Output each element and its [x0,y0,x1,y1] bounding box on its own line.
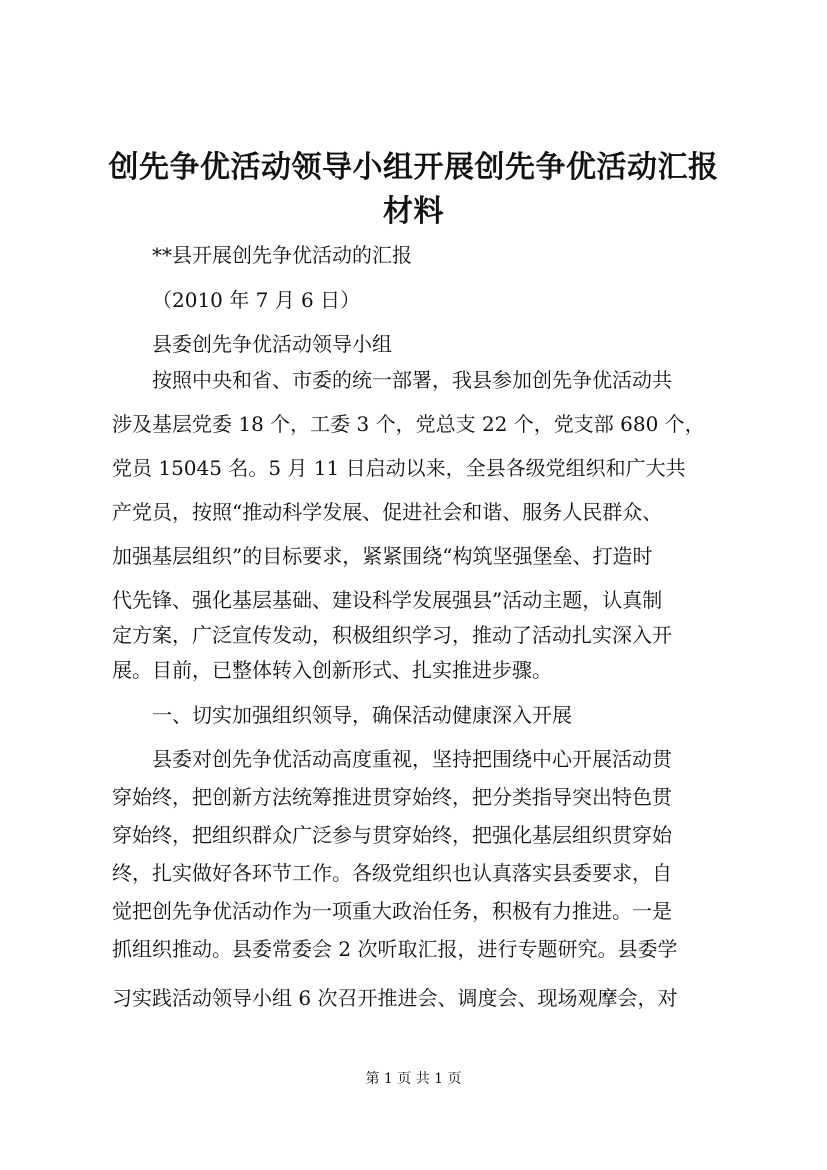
paragraph-line: 加强基层组织”的目标要求，紧紧围绕“构筑坚强堡垒、打造时 [112,544,653,568]
paragraph-line: 县委对创先争优活动高度重视，坚持把围绕中心开展活动贯 [152,747,672,771]
paragraph-line: 习实践活动领导小组 6 次召开推进会、调度会、现场观摩会，对 [112,986,678,1010]
title-line-2: 材料 [383,194,444,229]
paragraph-line: 按照中央和省、市委的统一部署，我县参加创先争优活动共 [152,368,672,392]
paragraph-line: 展。目前，已整体转入创新形式、扎实推进步骤。 [112,658,552,682]
paragraph-line: 觉把创先争优活动作为一项重大政治任务，积极有力推进。一是 [112,899,672,923]
document-title [100,146,727,234]
paragraph-line: 涉及基层党委 18 个，工委 3 个，党总支 22 个，党支部 680 个， [112,412,705,436]
paragraph-line: 代先锋、强化基层基础、建设科学发展强县”活动主题，认真制 [112,588,663,612]
paragraph-line: 定方案，广泛宣传发动，积极组织学习，推动了活动扎实深入开 [112,623,672,647]
title-line-1: 创先争优活动领导小组开展创先争优活动汇报 [108,150,719,185]
document-org: 县委创先争优活动领导小组 [152,332,392,356]
section-heading-1: 一、切实加强组织领导，确保活动健康深入开展 [152,703,572,727]
document-subtitle: **县开展创先争优活动的汇报 [152,243,412,267]
document-date: （2010 年 7 月 6 日） [152,288,361,312]
paragraph-line: 穿始终，把组织群众广泛参与贯穿始终，把强化基层组织贯穿始 [112,823,672,847]
paragraph-line: 终，扎实做好各环节工作。各级党组织也认真落实县委要求，自 [112,861,672,885]
paragraph-line: 产党员，按照“推动科学发展、促进社会和谐、服务人民群众、 [112,500,663,524]
paragraph-line: 穿始终，把创新方法统筹推进贯穿始终，把分类指导突出特色贯 [112,785,672,809]
page-footer: 第 1 页 共 1 页 [365,1071,462,1087]
paragraph-line: 抓组织推动。县委常委会 2 次听取汇报，进行专题研究。县委学 [112,937,678,961]
paragraph-line: 党员 15045 名。5 月 11 日启动以来，全县各级党组织和广大共 [112,456,686,480]
